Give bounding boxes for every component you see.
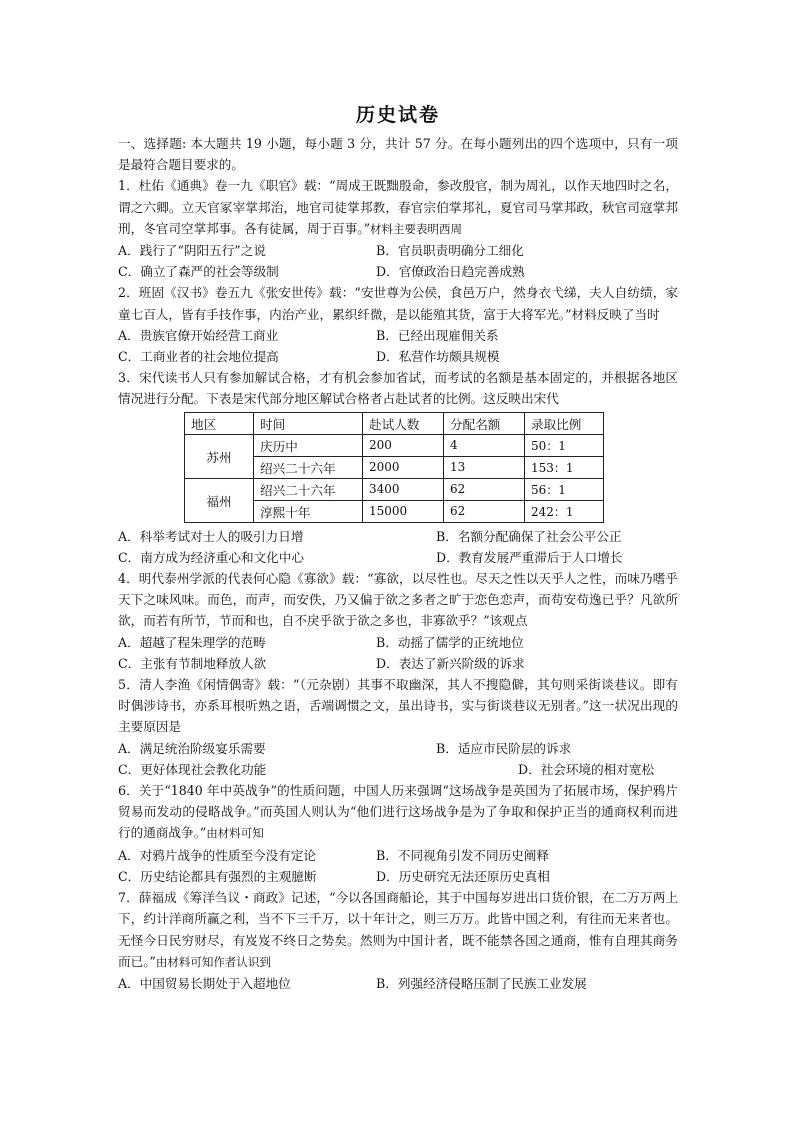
option-a[interactable]: A．中国贸易长期处于入超地位: [118, 975, 291, 991]
option-a[interactable]: A．贵族官僚开始经营工商业: [118, 327, 279, 343]
time-cell: 绍兴二十六年: [254, 456, 363, 478]
option-a[interactable]: A．超越了程朱理学的范畴: [118, 634, 266, 650]
option-d[interactable]: D．社会环境的相对宽松: [518, 761, 655, 777]
option-c[interactable]: C．更好体现社会教化功能: [118, 761, 267, 777]
option-d[interactable]: D．私营作坊颇具规模: [376, 349, 500, 365]
option-a[interactable]: A．践行了“阴阳五行”之说: [118, 243, 266, 259]
question-stem: 7．薛福成《筹洋刍议・商政》记述，“今以各国商船论，其于中国每岁进出口货价银，在二万万两上下，约计洋商所赢之利，当不下三千万，以十年计之，则三万万。此皆中国之利，有往而无来者也。无怪今日民穷财尽，有岌岌不终日之势矣。然则为中国计者，既不能禁各国之通商，惟有自理其商务而已。”: [118, 890, 678, 969]
question-note: 由材料可知作者认识到: [155, 954, 271, 969]
time-cell: 淳熙十年: [254, 500, 363, 522]
candidates-cell: 200: [363, 434, 444, 456]
question-2: [118, 282, 678, 367]
option-a[interactable]: A．满足统治阶级宴乐需要: [118, 740, 266, 756]
option-c[interactable]: C．确立了森严的社会等级制: [118, 264, 279, 280]
ratio-cell: 50：1: [525, 434, 604, 456]
region-cell: 苏州: [185, 434, 254, 478]
option-d[interactable]: D．历史研究无法还原历史真相: [376, 868, 550, 884]
header-ratio: 录取比例: [525, 412, 604, 434]
option-c[interactable]: C．主张有节制地释放人欲: [118, 655, 267, 671]
option-b[interactable]: B．不同视角引发不同历史阐释: [376, 847, 549, 863]
question-6: [118, 780, 678, 887]
header-time: 时间: [254, 412, 363, 434]
time-cell: 绍兴二十六年: [254, 478, 363, 500]
option-b[interactable]: B．名额分配确保了社会公平公正: [436, 528, 622, 544]
question-note: 由材料可知: [206, 826, 264, 841]
question-stem: 4．明代泰州学派的代表何心隐《寡欲》载：“寡欲，以尽性也。尽天之性以天乎人之性，而味乃嗜乎天下之味风味。而色，而声，而安佚，乃又偏于欲之多者之旷于恋色恋声，而苟安苟逸已乎？凡欲所欲，而若有所节，节而和也，自不戾乎欲于欲之多也，非寡欲乎？”该观点: [118, 571, 678, 629]
page-title: 历史试卷: [355, 104, 440, 126]
option-c[interactable]: C．南方成为经济重心和文化中心: [118, 549, 304, 565]
question-stem: 3．宋代读书人只有参加解试合格，才有机会参加省试，而考试的名额是基本固定的，并根据各地区情况进行分配。下表是宋代部分地区解试合格者占赴试者的比例。这反映出宋代: [118, 370, 678, 407]
question-1: [118, 175, 678, 282]
question-stem: 2．班固《汉书》卷五九《张安世传》载：“安世尊为公侯，食邑万户，然身衣弋绨，夫人自纺绩，家童七百人，皆有手技作事，内治产业，累织纤微，是以能殖其货，富于大将军光。”材料反映了当时: [118, 285, 678, 322]
option-b[interactable]: B．列强经济侵略压制了民族工业发展: [376, 975, 587, 991]
option-a[interactable]: A．科举考试对士人的吸引力日增: [118, 528, 304, 544]
quota-cell: 62: [444, 478, 525, 500]
candidates-cell: 3400: [363, 478, 444, 500]
candidates-cell: 15000: [363, 500, 444, 522]
options: [118, 845, 678, 887]
option-c[interactable]: C．历史结论都具有强烈的主观臆断: [118, 868, 317, 884]
question-5: [118, 674, 678, 780]
header-quota: 分配名额: [444, 412, 525, 434]
option-d[interactable]: D．官僚政治日趋完善成熟: [376, 264, 525, 280]
question-stem: 5．清人李渔《闲情偶寄》载：“（元杂剧）其事不取幽深，其人不搜隐僻，其句则采街谈巷议。即有时偶涉诗书，亦系耳根听熟之语，舌端调惯之文，虽出诗书，实与街谈巷议无别者。”这一状况出现的主要原因是: [118, 677, 678, 735]
options: [118, 973, 678, 994]
question-3: [118, 367, 678, 568]
table-row: [185, 434, 604, 456]
ratio-cell: 242：1: [525, 500, 604, 522]
quota-cell: 4: [444, 434, 525, 456]
question-note: 材料主要表明西周: [370, 221, 463, 236]
option-b[interactable]: B．官员职责明确分工细化: [376, 243, 524, 259]
options: [118, 632, 678, 674]
quota-cell: 13: [444, 456, 525, 478]
option-b[interactable]: B．已经出现雇佣关系: [376, 327, 499, 343]
quota-cell: 62: [444, 500, 525, 522]
options: [118, 325, 678, 367]
admission-ratio-table: [184, 412, 604, 523]
option-d[interactable]: D．表达了新兴阶级的诉求: [376, 655, 525, 671]
options: [118, 738, 678, 780]
option-d[interactable]: D．教育发展严重滞后于人口增长: [436, 549, 623, 565]
question-stem: 6．关于“1840 年中英战争”的性质问题，中国人历来强调“这场战争是英国为了拓展市场，保护鸦片贸易而发动的侵略战争。”而英国人则认为“他们进行这场战争是为了争取和保护正当的通商权利而进行的通商战争。”: [118, 783, 678, 841]
table-row: [185, 478, 604, 500]
table-header-row: [185, 412, 604, 434]
option-a[interactable]: A．对鸦片战争的性质至今没有定论: [118, 847, 317, 863]
option-c[interactable]: C．工商业者的社会地位提高: [118, 349, 279, 365]
header-region: 地区: [185, 412, 254, 434]
question-7: [118, 887, 678, 994]
options: [118, 526, 678, 568]
question-4: [118, 568, 678, 674]
time-cell: 庆历中: [254, 434, 363, 456]
option-b[interactable]: B．动摇了儒学的正统地位: [376, 634, 524, 650]
question-stem: 1．杜佑《通典》卷一九《职官》载：“周成王既黜殷命，参改殷官，制为周礼，以作天地四时之名，谓之六卿。立天官冢宰掌邦治，地官司徒掌邦教，春官宗伯掌邦礼，夏官司马掌邦政，秋官司寇掌邦刑，冬官司空掌邦事。各有徒属，周于百事。”: [118, 178, 678, 236]
region-cell: 福州: [185, 478, 254, 522]
ratio-cell: 56：1: [525, 478, 604, 500]
option-b[interactable]: B．适应市民阶层的诉求: [436, 740, 572, 756]
candidates-cell: 2000: [363, 456, 444, 478]
exam-page: [118, 100, 678, 994]
header-candidates: 赴试人数: [363, 412, 444, 434]
options: [118, 240, 678, 282]
ratio-cell: 153：1: [525, 456, 604, 478]
section-intro: 一、选择题: 本大题共 19 小题，每小题 3 分，共计 57 分。在每小题列出的四个选项中，只有一项是最符合题目要求的。: [118, 136, 678, 173]
